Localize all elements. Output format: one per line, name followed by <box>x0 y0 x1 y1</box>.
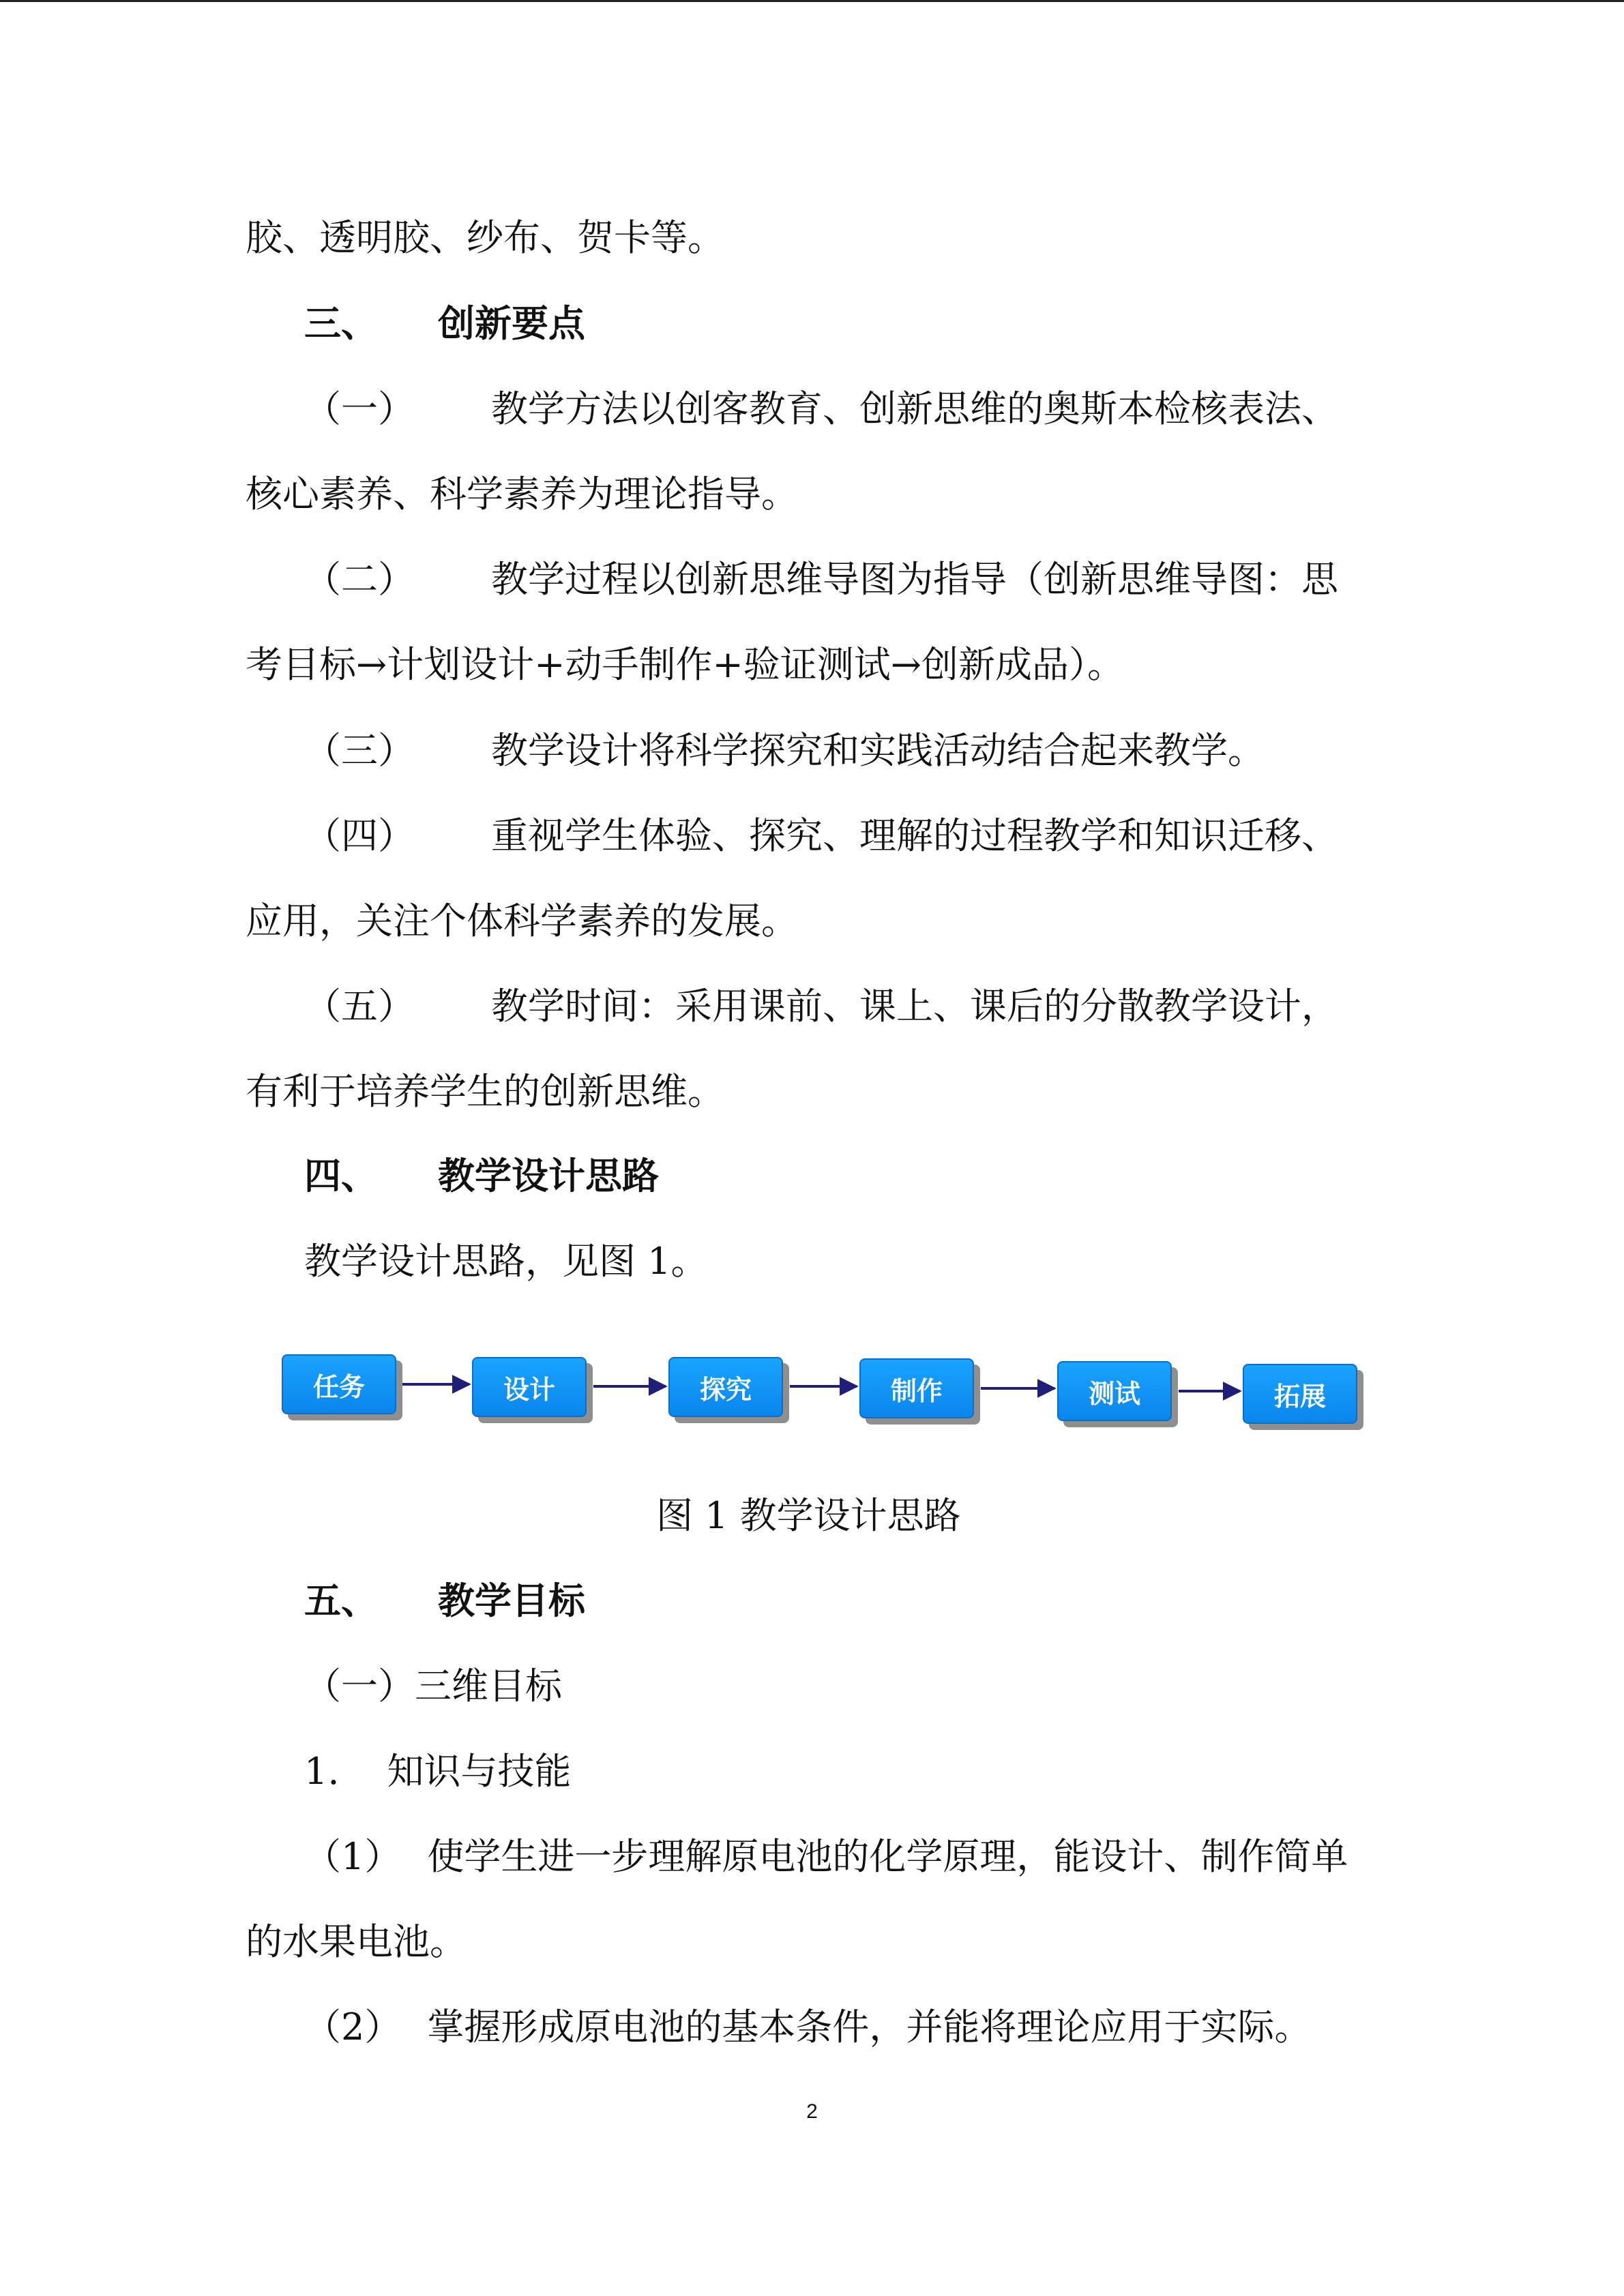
paragraph-1-cont: 核心素养、科学素养为理论指导。 <box>246 473 798 516</box>
top-border <box>0 0 1624 2</box>
section-heading-4: 四、 教学设计思路 <box>304 1154 659 1197</box>
paragraph-2: （二） 教学过程以创新思维导图为指导（创新思维导图：思 <box>304 558 1338 601</box>
paragraph-3: （三） 教学设计将科学探究和实践活动结合起来教学。 <box>304 729 1265 772</box>
text-line: 胶、透明胶、纱布、贺卡等。 <box>246 216 724 259</box>
goal-1: （1） 使学生进一步理解原电池的化学原理，能设计、制作简单 <box>304 1835 1348 1878</box>
paragraph-4-cont: 应用，关注个体科学素养的发展。 <box>246 899 798 942</box>
figure-reference: 教学设计思路，见图 1。 <box>304 1240 708 1283</box>
list-item-1: 1. 知识与技能 <box>304 1750 572 1793</box>
figure-caption: 图 1 教学设计思路 <box>656 1494 961 1537</box>
goal-1-cont: 的水果电池。 <box>246 1920 467 1963</box>
paragraph-2-cont: 考目标→计划设计+动手制作+验证测试→创新成品）。 <box>246 643 1124 686</box>
subheading-three-dim-goals: （一）三维目标 <box>304 1665 562 1708</box>
section-heading-3: 三、 创新要点 <box>304 302 585 345</box>
paragraph-1: （一） 教学方法以创客教育、创新思维的奥斯本检核表法、 <box>304 387 1338 430</box>
page-number: 2 <box>806 2100 818 2123</box>
paragraph-5-cont: 有利于培养学生的创新思维。 <box>246 1070 724 1113</box>
paragraph-4: （四） 重视学生体验、探究、理解的过程教学和知识迁移、 <box>304 814 1338 857</box>
section-heading-5: 五、 教学目标 <box>304 1579 585 1622</box>
goal-2: （2） 掌握形成原电池的基本条件，并能将理论应用于实际。 <box>304 2006 1312 2048</box>
paragraph-5: （五） 教学时间：采用课前、课上、课后的分散教学设计， <box>304 985 1338 1028</box>
